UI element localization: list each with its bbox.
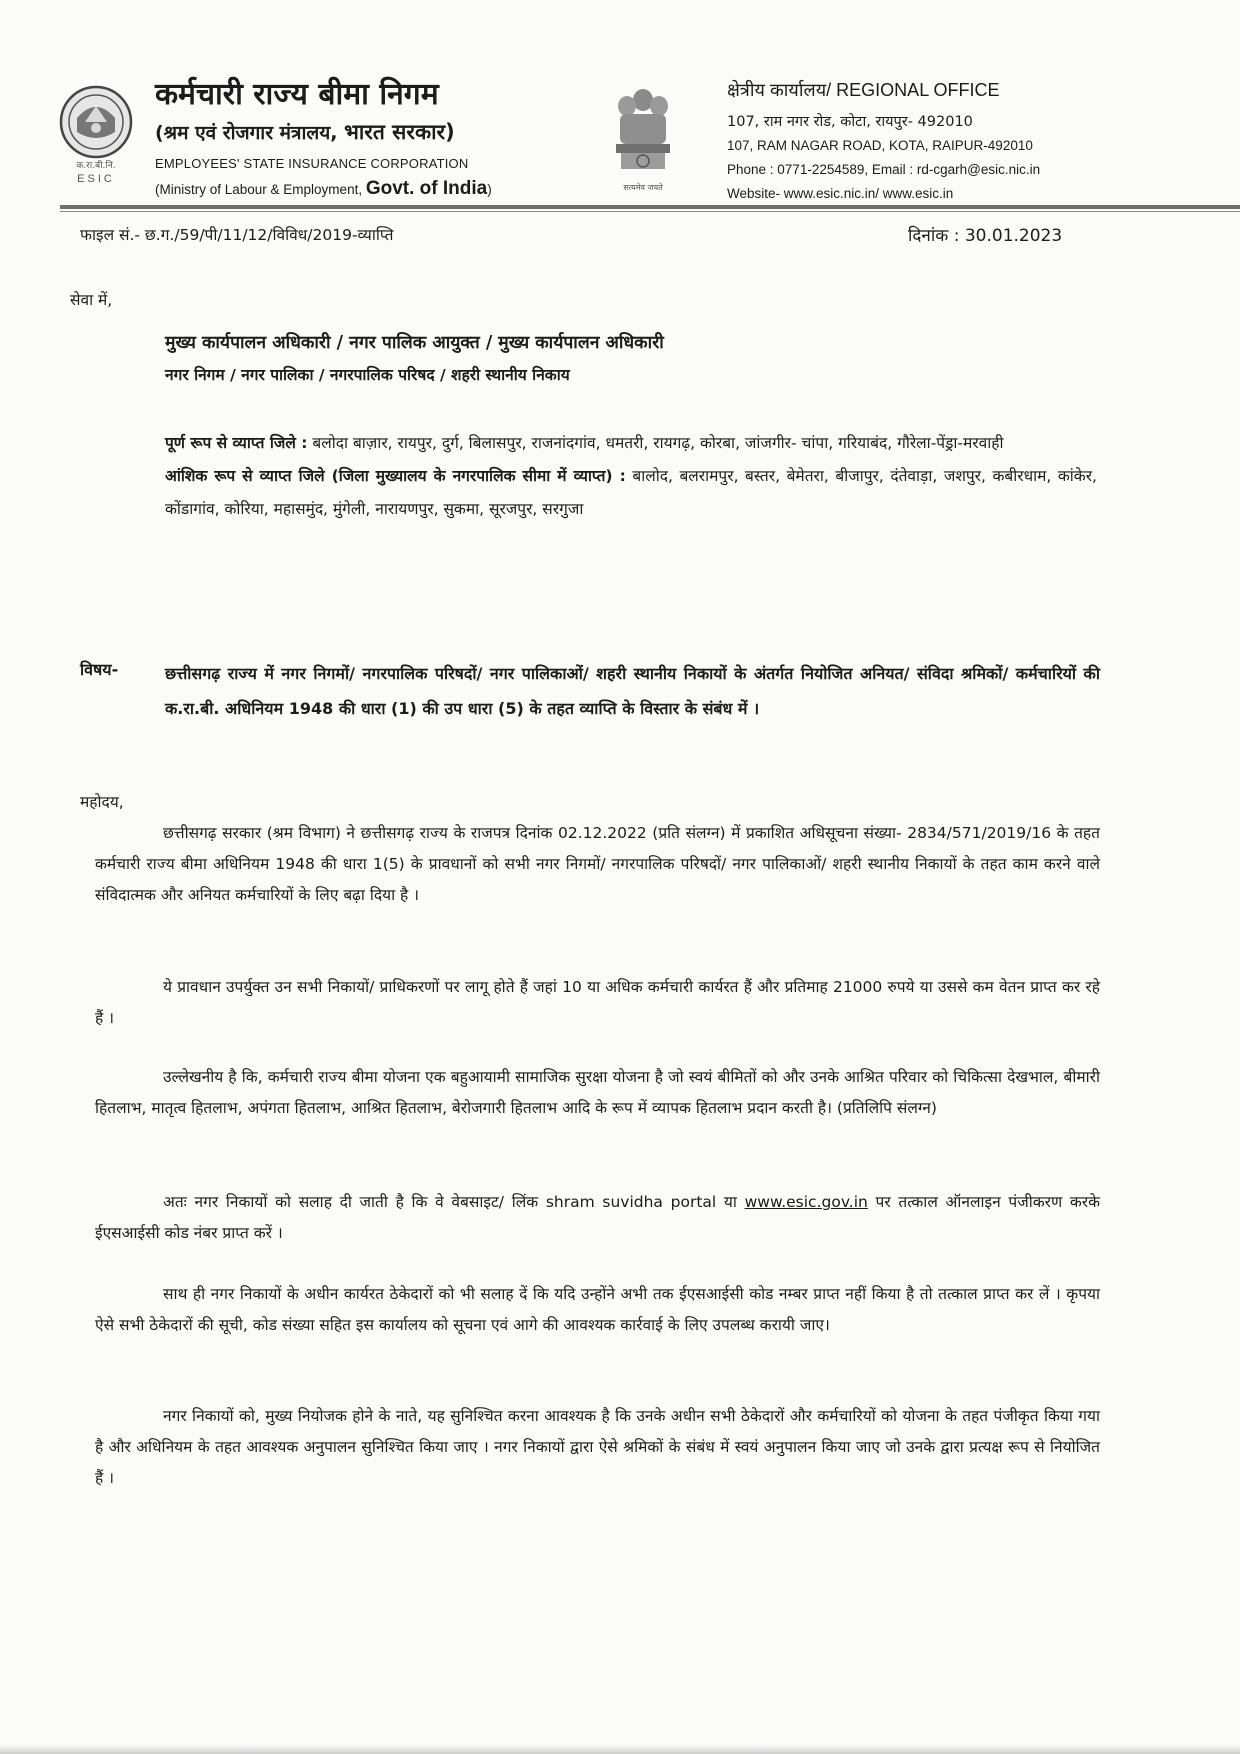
govt-india-hindi: भारत सरकार)	[344, 120, 455, 144]
ministry-english-suffix: )	[487, 182, 492, 197]
addressee-line-2: नगर निगम / नगर पालिका / नगरपालिक परिषद / शहरी स्थानीय निकाय	[165, 366, 570, 384]
address-english: 107, RAM NAGAR ROAD, KOTA, RAIPUR-492010	[727, 138, 1033, 153]
addressee-line-1: मुख्य कार्यपालन अधिकारी / नगर पालिक आयुक्त / मुख्य कार्यपालन अधिकारी	[165, 333, 664, 353]
logo-text-en: ESIC	[77, 173, 115, 185]
esic-website-link[interactable]: www.esic.gov.in	[744, 1193, 868, 1211]
partial-coverage-districts	[165, 460, 1097, 526]
org-name-english: EMPLOYEES' STATE INSURANCE CORPORATION	[155, 156, 469, 171]
letter-date: दिनांक : 30.01.2023	[908, 226, 1063, 246]
district-coverage	[165, 427, 1097, 526]
file-number: फाइल सं.- छ.ग./59/पी/11/12/विविध/2019-व्याप्ति	[80, 226, 394, 244]
header-divider-thin	[60, 211, 1240, 212]
p4-text-after: पर तत्काल ऑनलाइन पंजीकरण करके ईएसआईसी कोड नंबर प्राप्त करें ।	[95, 1193, 1101, 1242]
full-coverage-label: पूर्ण रूप से व्याप्त जिले :	[165, 434, 308, 452]
ministry-english	[155, 178, 492, 200]
full-coverage-districts	[165, 427, 1097, 460]
regional-office-title: क्षेत्रीय कार्यालय/ REGIONAL OFFICE	[727, 80, 1000, 100]
website-info: Website- www.esic.nic.in/ www.esic.in	[727, 186, 954, 201]
body-paragraph-3: उल्लेखनीय है कि, कर्मचारी राज्य बीमा योजना एक बहुआयामी सामाजिक सुरक्षा योजना है जो स्वयं बीमितों को और उनके आश्रित परिवार को चिकित्सा देखभाल, बीमारी हितलाभ, मातृत्व हितलाभ, अपंगता हितलाभ, आश्रित हितलाभ, बेरोजगारी हितलाभ आदि के रूप में व्यापक हितलाभ प्रदान करती है। (प्रतिलिपि संलग्न)	[95, 1068, 1100, 1117]
salutation: सेवा में,	[70, 291, 113, 309]
ministry-hindi	[155, 118, 455, 146]
full-coverage-list: बलोदा बाज़ार, रायपुर, दुर्ग, बिलासपुर, राजनांदगांव, धमतरी, रायगढ़, कोरबा, जांजगीर- चांपा, गरियाबंद, गौरेला-पेंड्रा-मरवाही	[307, 434, 1004, 452]
national-emblem	[607, 84, 679, 196]
logo-text-hi: क.रा.बी.नि.	[76, 161, 116, 171]
ministry-english-prefix: (Ministry of Labour & Employment,	[155, 182, 366, 197]
address-hindi: 107, राम नगर रोड, कोटा, रायपुर- 492010	[727, 114, 973, 130]
subject-label: विषय-	[80, 660, 119, 679]
body-paragraph-2: ये प्रावधान उपर्युक्त उन सभी निकायों/ प्राधिकरणों पर लागू होते हैं जहां 10 या अधिक कर्मचारी कार्यरत हैं और प्रतिमाह 21000 रुपये या उससे कम वेतन प्राप्त कर रहे हैं ।	[95, 978, 1100, 1027]
emblem-motto: सत्यमेव जयते	[623, 183, 663, 192]
esic-logo	[55, 82, 137, 186]
header-divider	[60, 205, 1240, 209]
body-paragraph-5: साथ ही नगर निकायों के अधीन कार्यरत ठेकेदारों को भी सलाह दें कि यदि उन्होंने अभी तक ईएसआईसी कोड नम्बर प्राप्त नहीं किया है तो तत्काल प्राप्त कर लें । कृपया ऐसे सभी ठेकेदारों की सूची, कोड संख्या सहित इस कार्यालय को सूचना एवं आगे की आवश्यक कार्रवाई के लिए उपलब्ध करायी जाए।	[95, 1285, 1100, 1334]
partial-coverage-label: आंशिक रूप से व्याप्त जिले (जिला मुख्यालय के नगरपालिक सीमा में व्याप्त) :	[165, 467, 626, 485]
body-paragraph-4	[95, 1187, 1100, 1249]
partial-coverage-list: बालोद, बलरामपुर, बस्तर, बेमेतरा, बीजापुर, दंतेवाड़ा, जशपुर, कबीरधाम, कांकेर, कोंडागांव, कोरिया, महासमुंद, मुंगेली, नारायणपुर, सुकमा, सूरजपुर, सरगुजा	[165, 467, 1097, 518]
ministry-hindi-prefix: (श्रम एवं रोजगार मंत्रालय,	[155, 122, 345, 144]
body-paragraph-6: नगर निकायों को, मुख्य नियोजक होने के नाते, यह सुनिश्चित करना आवश्यक है कि उनके अधीन सभी ठेकेदारों और कर्मचारियों को योजना के तहत पंजीकृत किया गया है और अधिनियम के तहत आवश्यक अनुपालन सुनिश्चित किया जाए । नगर निकायों द्वारा ऐसे श्रमिकों के संबंध में स्वयं अनुपालन किया जाए जो उनके द्वारा प्रत्यक्ष रूप से नियोजित हैं ।	[95, 1407, 1100, 1487]
contact-info: Phone : 0771-2254589, Email : rd-cgarh@esic.nic.in	[727, 162, 1041, 177]
org-name-hindi: कर्मचारी राज्य बीमा निगम	[155, 77, 439, 112]
p4-text-before: अतः नगर निकायों को सलाह दी जाती है कि वे वेबसाइट/ लिंक shram suvidha portal या	[163, 1193, 745, 1211]
scan-bottom-edge	[0, 1745, 1240, 1754]
govt-india-english: Govt. of India	[365, 178, 488, 199]
greeting: महोदय,	[80, 793, 124, 811]
body-paragraph-1: छत्तीसगढ़ सरकार (श्रम विभाग) ने छत्तीसगढ़ राज्य के राजपत्र दिनांक 02.12.2022 (प्रति संलग्न) में प्रकाशित अधिसूचना संख्या- 2834/571/2019/16 के तहत कर्मचारी राज्य बीमा अधिनियम 1948 की धारा 1(5) के प्रावधानों को सभी नगर निगमों/ नगरपालिक परिषदों/ नगर पालिकाओं/ शहरी स्थानीय निकायों के तहत काम करने वाले संविदात्मक और अनियत कर्मचारियों के लिए बढ़ा दिया है ।	[95, 824, 1100, 904]
subject-text: छत्तीसगढ़ राज्य में नगर निगमों/ नगरपालिक परिषदों/ नगर पालिकाओं/ शहरी स्थानीय निकायों के अंतर्गत नियोजित अनियत/ संविदा श्रमिकों/ कर्मचारियों की क.रा.बी. अधिनियम 1948 की धारा (1) की उप धारा (5) के तहत व्याप्ति के विस्तार के संबंध में ।	[165, 664, 1100, 718]
